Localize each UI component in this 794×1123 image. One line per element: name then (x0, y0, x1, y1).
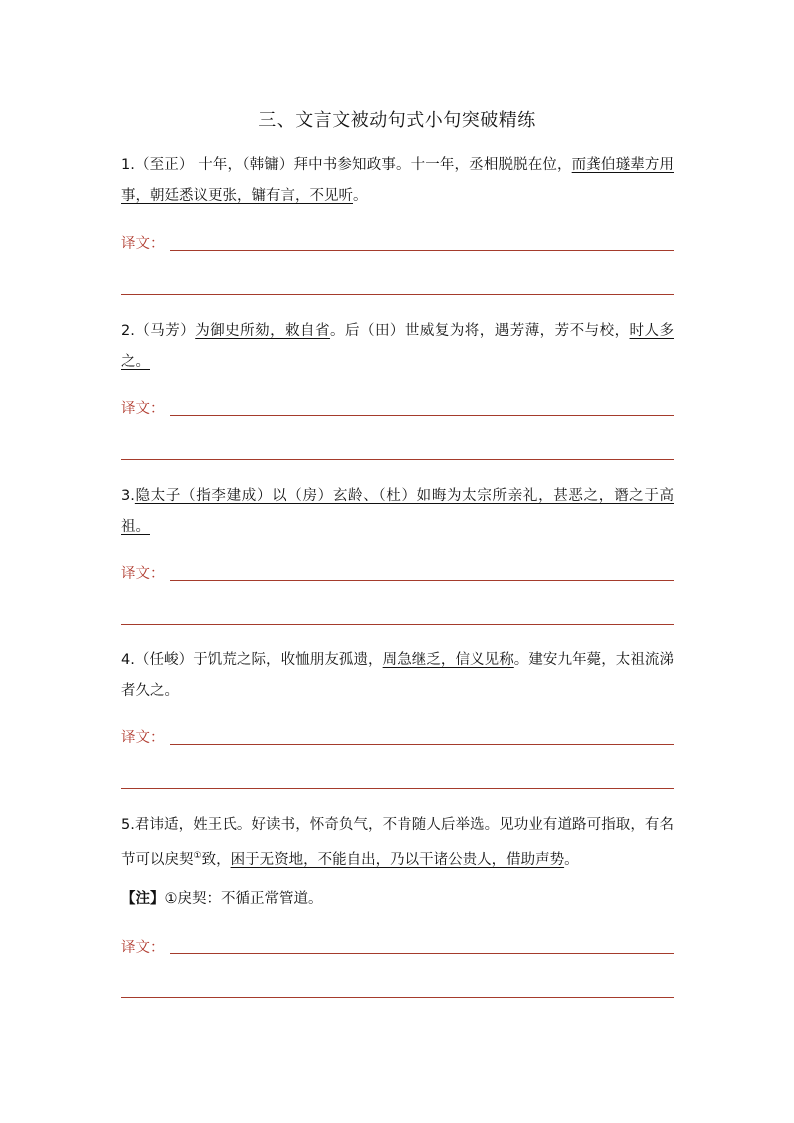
answer-label-2: 译文： (121, 401, 165, 417)
question-2-underlined: 为御史所劾，敕自省 (195, 323, 331, 339)
question-3-num: 3. (121, 488, 135, 504)
question-5-text (121, 810, 674, 876)
question-5-plain: 5.君讳适，姓王氏。好读书，怀奇负气，不肯随人后举选。见功业有道路可指取，有名节可以戾契 (121, 817, 674, 868)
footnote-marker: ① (193, 851, 202, 861)
answer-line-4b[interactable] (121, 788, 674, 789)
answer-line-1a[interactable] (170, 250, 674, 251)
answer-line-5a[interactable] (170, 953, 674, 954)
answer-label-5: 译文： (121, 940, 165, 956)
footnote-text: ①戾契：不循正常管道。 (164, 891, 323, 907)
question-5-underlined: 困于无资地，不能自出，乃以干诸公贵人，借助声势 (230, 851, 565, 868)
footnote (121, 884, 674, 915)
answer-line-3a[interactable] (170, 580, 674, 581)
question-4-underlined: 周急继乏，信义见称 (382, 652, 514, 668)
answer-line-4a[interactable] (170, 744, 674, 745)
question-1-underlined: 而龚伯璲辈方用事，朝廷悉议更张，镛有言，不见听 (121, 157, 674, 204)
answer-line-2a[interactable] (170, 415, 674, 416)
question-1-plain: 1.（至正） 十年，（韩镛）拜中书参知政事。十一年，丞相脱脱在位， (121, 157, 572, 173)
question-2-text (121, 316, 674, 378)
answer-label-1: 译文： (121, 236, 165, 252)
answer-line-3b[interactable] (121, 624, 674, 625)
question-4-text (121, 645, 674, 707)
footnote-tag: 【注】 (121, 891, 165, 907)
question-5-plain-2: 致， (201, 851, 231, 868)
question-3-text (121, 481, 674, 543)
question-5-end: 。 (564, 851, 579, 868)
question-1-text (121, 150, 674, 212)
question-3-underlined: 隐太子（指李建成）以（房）玄龄、（杜）如晦为太宗所亲礼，甚恶之，谮之于高祖。 (121, 488, 674, 535)
question-4-plain: 4.（任峻）于饥荒之际，收恤朋友孤遗， (121, 652, 383, 668)
question-1-end: 。 (353, 188, 368, 204)
question-2-num: 2.（马芳） (121, 323, 196, 339)
answer-line-1b[interactable] (121, 294, 674, 295)
question-2-underlined-2: 时人多之。 (121, 323, 674, 370)
answer-line-5b[interactable] (121, 997, 674, 998)
answer-line-2b[interactable] (121, 459, 674, 460)
question-4-end: 。建安九年薨，太祖流涕者久之。 (121, 652, 674, 699)
question-2-middle: 。后（田）世威复为将，遇芳薄，芳不与校， (330, 323, 630, 339)
answer-label-4: 译文： (121, 730, 165, 746)
answer-label-3: 译文： (121, 566, 165, 582)
page-title: 三、文言文被动句式小句突破精练 (258, 110, 536, 131)
